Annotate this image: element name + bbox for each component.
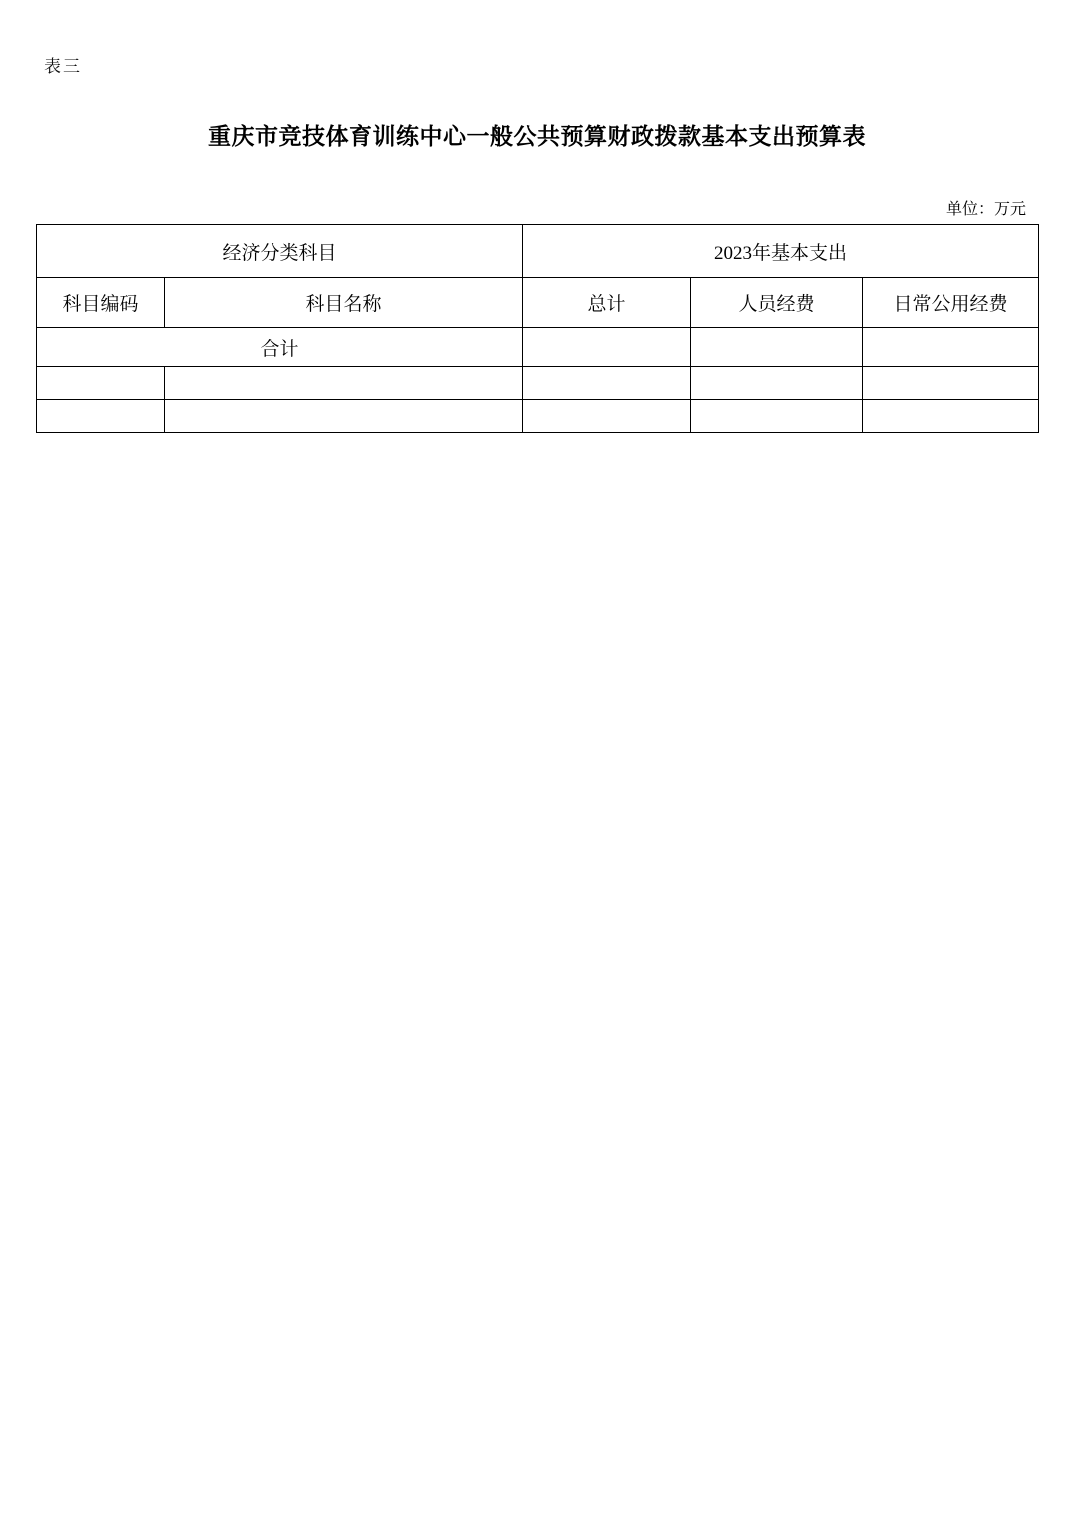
row-name [165,367,523,400]
row-total [523,400,691,433]
row-total-personnel [691,328,863,367]
row-daily-public [863,400,1039,433]
unit-note: 单位：万元 [945,201,1026,218]
header-year-basic-expenditure: 2023年基本支出 [523,225,1039,278]
table-row [37,328,1039,367]
row-code [37,400,165,433]
header-code: 科目编码 [37,278,165,328]
row-total-daily-public [863,328,1039,367]
row-personnel [691,400,863,433]
table-row [37,367,1039,400]
budget-table [36,224,1039,433]
row-name [165,400,523,433]
row-total-sum [523,328,691,367]
row-total-label: 合计 [37,328,523,367]
header-daily-public: 日常公用经费 [863,278,1039,328]
table-header-row [37,278,1039,328]
header-total: 总计 [523,278,691,328]
row-personnel [691,367,863,400]
row-code [37,367,165,400]
table-number-label: 表三 [44,57,82,77]
table-row [37,400,1039,433]
header-economic-category: 经济分类科目 [37,225,523,278]
header-personnel: 人员经费 [691,278,863,328]
header-name: 科目名称 [165,278,523,328]
page-title: 重庆市竞技体育训练中心一般公共预算财政拨款基本支出预算表 [208,124,866,149]
row-daily-public [863,367,1039,400]
row-total [523,367,691,400]
table-header-group-row [37,225,1039,278]
